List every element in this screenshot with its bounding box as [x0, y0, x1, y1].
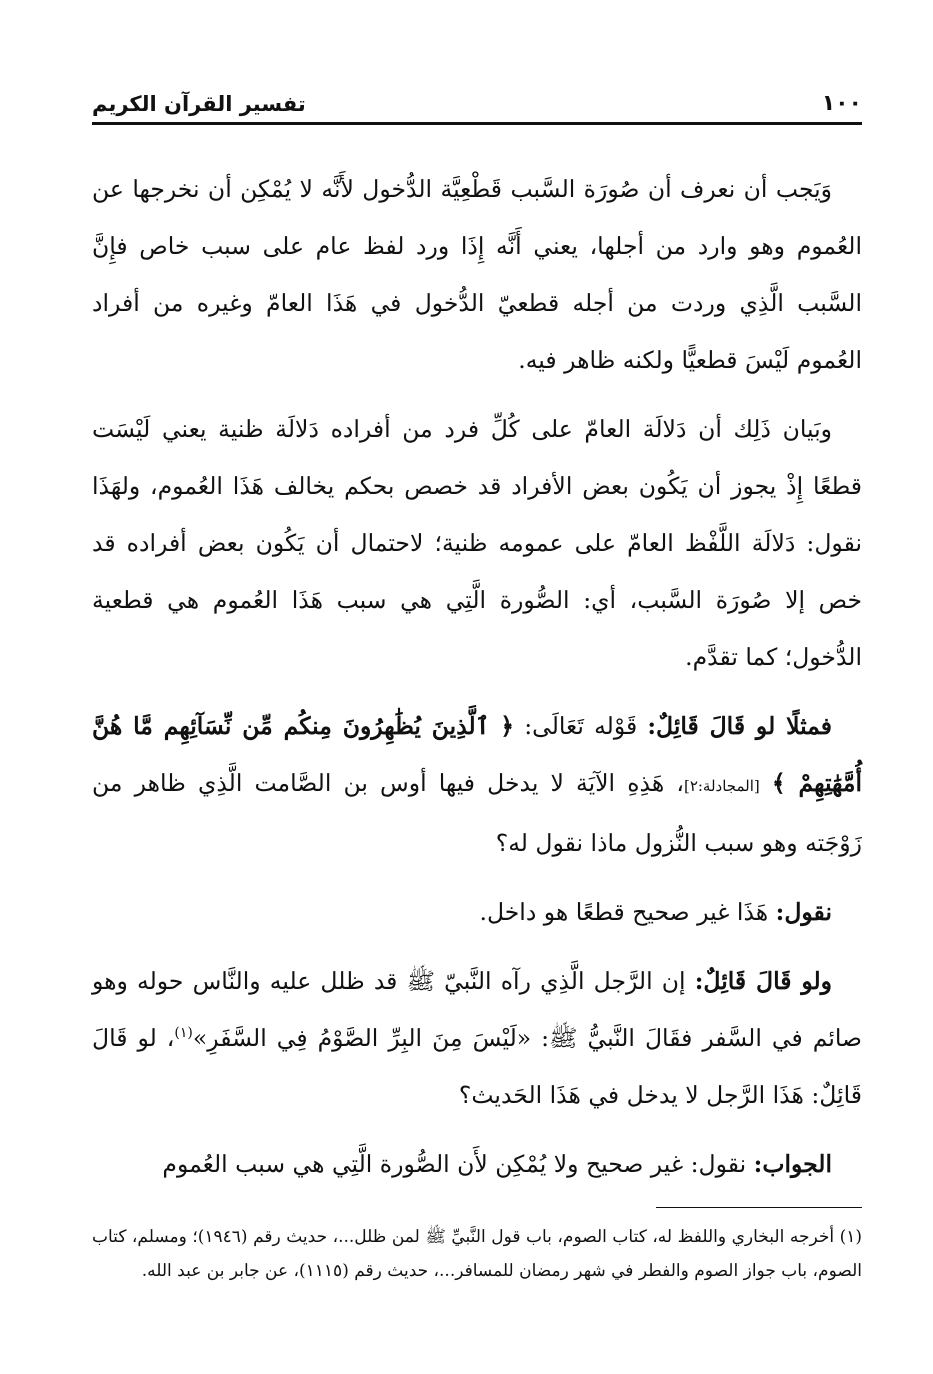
body-text	[92, 161, 862, 1193]
footnote-1: (١) أخرجه البخاري واللفظ له، كتاب الصوم، باب قول النَّبيِّ ﷺ لمن ظلل...، حديث رقم (١٩٤٦)؛ ومسلم، كتاب الصوم، باب جواز الصوم والفطر في شهر رمضان للمسافر...، حديث رقم (١١١٥)، عن جابر بن عبد الله.	[92, 1227, 862, 1281]
header-rule	[92, 122, 862, 125]
paragraph-6-rest: نقول: غير صحيح ولا يُمْكِن لأَن الصُّورة الَّتِي هي سبب العُموم	[162, 1150, 747, 1178]
paragraph-3-rest: ، هَذِهِ الآيَة لا يدخل فيها أوس بن الصَّامت الَّذِي ظاهر من زَوْجَته وهو سبب النُّزول ماذا نقول له؟	[92, 769, 862, 857]
paragraph-5-a: إن الرَّجل الَّذِي رآه النَّبيّ ﷺ قد ظلل عليه والنَّاس حوله وهو صائم في السَّفر فقَالَ النَّبيُّ ﷺ: «لَيْسَ مِنَ البِرِّ الصَّوْمُ فِي السَّفَرِ»	[92, 967, 862, 1052]
paragraph-2: وبَيان ذَلِك أن دَلالَة العامّ على كُلِّ فرد من أفراده دَلالَة ظنية يعني لَيْسَت قطعًا إِذْ يجوز أن يَكُون بعض الأفراد قد خصص بحكم يخالف هَذَا العُموم، ولهَذَا نقول: دَلالَة اللَّفْظ العامّ على عمومه ظنية؛ لاحتمال أن يَكُون بعض أفراده قد خص إلا صُورَة السَّبب، أي: الصُّورة الَّتِي هي سبب هَذَا العُموم هي قطعية الدُّخول؛ كما تقدَّم.	[92, 415, 862, 671]
footnote-marker[interactable]: (١)	[174, 1025, 193, 1042]
paragraph-6	[92, 1136, 862, 1193]
footnotes	[92, 1220, 862, 1288]
paragraph-4-lead: نقول:	[775, 898, 832, 926]
footnote-rule	[656, 1207, 862, 1208]
paragraph-3-intro: قَوْله تَعَالَى:	[524, 712, 638, 740]
paragraph-3	[92, 698, 862, 872]
paragraph-4	[92, 884, 862, 941]
quran-verse: ﴿ ٱلَّذِينَ يُظَٰهِرُونَ مِنكُم مِّن نِّسَآئِهِم مَّا هُنَّ أُمَّهَٰتِهِمْ ﴾	[92, 712, 862, 797]
paragraph-3-lead: فمثلًا لو قَالَ قَائِلٌ:	[647, 712, 833, 740]
book-page	[92, 80, 862, 1288]
paragraph-1: وَيَجب أن نعرف أن صُورَة السَّبب قَطْعِيَّة الدُّخول لأَنَّه لا يُمْكِن أن نخرجها عن العُموم وهو وارد من أجلها، يعني أَنَّه إِذَا ورد لفظ عام على سبب خاص فإِنَّ السَّبب الَّذِي وردت من أجله قطعيّ الدُّخول في هَذَا العامّ وغيره من أفراد العُموم لَيْسَ قطعيًّا ولكنه ظاهر فيه.	[92, 175, 862, 374]
paragraph-5-lead: ولو قَالَ قَائِلٌ:	[694, 967, 833, 995]
running-head	[92, 80, 862, 116]
book-title: تفسير القرآن الكريم	[92, 92, 306, 116]
paragraph-4-rest: هَذَا غير صحيح قطعًا هو داخل.	[479, 898, 769, 926]
paragraph-5	[92, 953, 862, 1124]
verse-reference: [المجادلة:٢]	[683, 777, 760, 795]
paragraph-6-lead: الجواب:	[753, 1150, 832, 1178]
page-number: ١٠٠	[821, 91, 862, 116]
paragraph-5-b: ، لو قَالَ قَائِلٌ: هَذَا الرَّجل لا يدخل في هَذَا الحَديث؟	[92, 1024, 862, 1109]
